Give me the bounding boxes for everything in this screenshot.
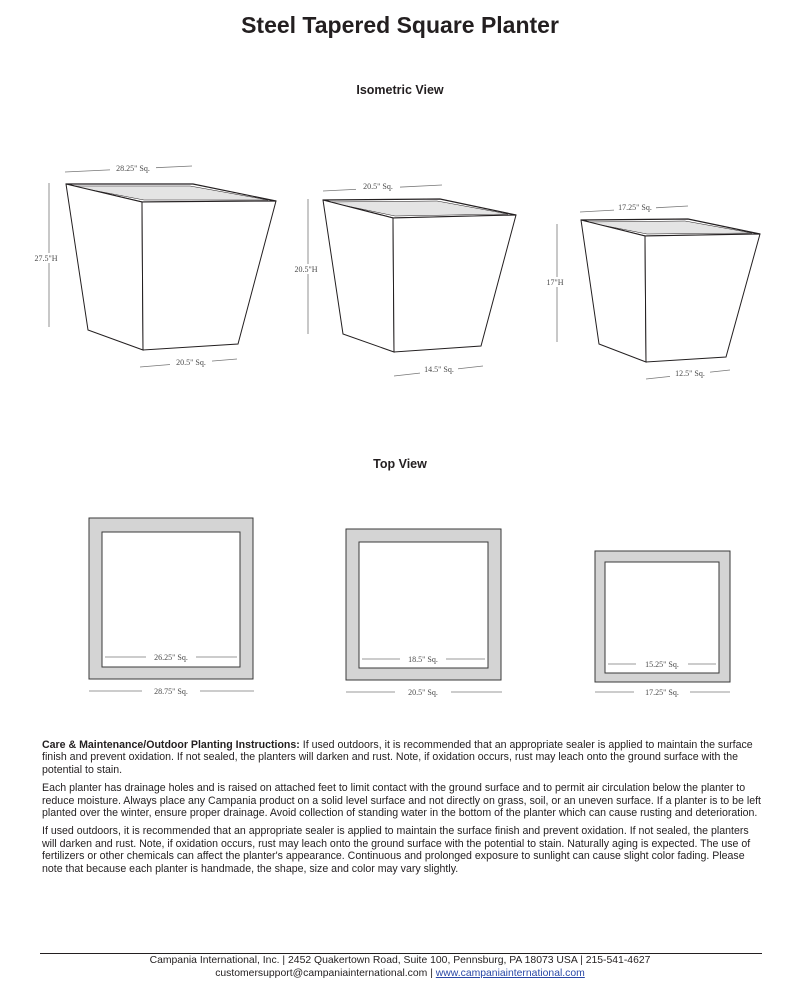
dimension-label-top: 20.5" Sq. [363, 182, 393, 191]
dimension-label-outer: 20.5" Sq. [408, 688, 438, 697]
footer [0, 955, 800, 980]
dimension-label-base: 20.5" Sq. [176, 358, 206, 367]
dimension-label-inner: 15.25" Sq. [645, 660, 679, 669]
isometric-planter-small [542, 202, 760, 379]
care-text: If used outdoors, it is recommended that an appropriate sealer is applied to maintain the surface finish and prevent oxidation. If not sealed, the planters will darken and rust. Note, if oxidation occurs, rust may leach onto the ground surface with the potential to stain. [42, 739, 753, 776]
top-view-planter-large [89, 518, 254, 696]
dimension-label-inner: 18.5" Sq. [408, 655, 438, 664]
care-instructions [42, 739, 762, 881]
company-address: Campania International, Inc. | 2452 Quakertown Road, Suite 100, Pennsburg, PA 18073 USA | 215-541-4627 [149, 955, 651, 966]
dimension-label-base: 14.5" Sq. [424, 365, 454, 374]
separator: | [427, 967, 436, 979]
footer-divider [40, 953, 762, 954]
dimension-label-top: 17.25" Sq. [618, 203, 652, 212]
care-paragraph [42, 739, 762, 776]
top-view-heading: Top View [373, 457, 427, 471]
isometric-planter-medium [290, 181, 516, 376]
care-paragraph: If used outdoors, it is recommended that an appropriate sealer is applied to maintain the surface finish and prevent oxidation. If not sealed, the planters will darken and rust. Note, if oxidation occurs, rust may leach onto the ground surface with the potential to stain. Naturally aging is expected. The use of fertilizers or other chemicals can affect the planter's appearance. Continuous and prolonged exposure to sunlight can cause slight color fading. Please note that because each planter is handmade, the shape, size and color may vary slightly. [42, 825, 751, 875]
dimension-label-inner: 26.25" Sq. [154, 653, 188, 662]
dimension-label-base: 12.5" Sq. [675, 369, 705, 378]
isometric-view-heading: Isometric View [356, 83, 444, 97]
dimension-label-outer: 28.75" Sq. [154, 687, 188, 696]
website-link[interactable]: www.campaniainternational.com [435, 967, 585, 979]
dimension-label-height: 27.5"H [34, 254, 58, 263]
care-paragraph: Each planter has drainage holes and is raised on attached feet to limit contact with the ground surface and to permit air circulation below the planter to reduce moisture. Always place any Campania product on a solid level surface and not directly on grass, soil, or an uneven surface. If a planter is to be left planted over the winter, ensure proper drainage. Avoid collection of standing water in the bottom of the planter which can cause rusting and deterioration. [42, 782, 761, 820]
isometric-planter-large [30, 163, 276, 367]
page-title: Steel Tapered Square Planter [241, 12, 559, 38]
top-view-planter-medium [346, 529, 502, 697]
contact-line [0, 968, 800, 981]
dimension-label-height: 20.5"H [294, 265, 318, 274]
dimension-label-top: 28.25" Sq. [116, 164, 150, 173]
top-view-planter-small [595, 551, 730, 697]
support-email[interactable]: customersupport@campaniainternational.com [215, 967, 428, 979]
dimension-label-outer: 17.25" Sq. [645, 688, 679, 697]
dimension-label-height: 17"H [546, 278, 564, 287]
care-heading: Care & Maintenance/Outdoor Planting Instructions: [42, 739, 300, 751]
